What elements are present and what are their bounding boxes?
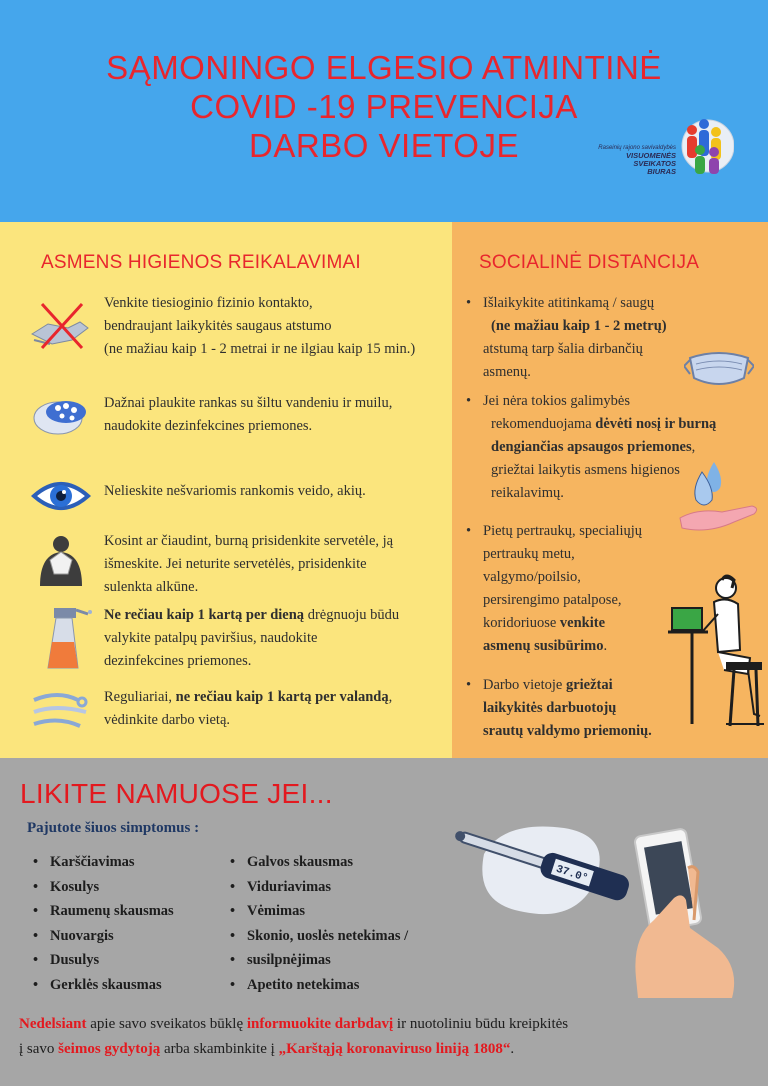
list-item: • Gerklės skausmas bbox=[33, 973, 174, 998]
bullet: • bbox=[466, 393, 472, 409]
cough-tissue-icon bbox=[28, 530, 94, 586]
text-line: išmeskite. Jei neturite servetėlės, prisidenkite bbox=[104, 556, 367, 572]
list-item: • Vėmimas bbox=[230, 899, 408, 924]
title-line-2: COVID -19 PREVENCIJA bbox=[190, 88, 578, 125]
emphasis-text: informuokite darbdavį bbox=[246, 1016, 394, 1032]
emphasis-text: „Karštąją koronaviruso liniją 1808“ bbox=[278, 1041, 511, 1057]
people-figures-icon bbox=[678, 114, 734, 178]
face-mask-icon bbox=[684, 348, 754, 388]
title-line-3: DARBO VIETOJE bbox=[249, 127, 519, 164]
list-item: • Karščiavimas bbox=[33, 850, 174, 875]
symptoms-label: Pajutote šiuos simptomus : bbox=[27, 820, 200, 836]
social-section-title: SOCIALINĖ DISTANCIJA bbox=[479, 252, 700, 273]
text-line bbox=[483, 720, 652, 743]
social-item-flows bbox=[466, 674, 686, 746]
hand-washing-icon bbox=[28, 388, 94, 444]
text-span: apie savo sveikatos būklę bbox=[86, 1016, 247, 1032]
text-span: rekomenduojama bbox=[491, 416, 596, 432]
hygiene-item-face-text bbox=[104, 480, 449, 503]
text-span: arba skambinkite į bbox=[160, 1041, 279, 1057]
bullet: • bbox=[466, 295, 472, 311]
stay-home-title: LIKITE NAMUOSE JEI... bbox=[20, 778, 333, 809]
emphasis-text: (ne mažiau kaip 1 - 2 metrų) bbox=[491, 318, 667, 334]
list-item: • Nuovargis bbox=[33, 924, 174, 949]
text-line bbox=[104, 604, 449, 627]
list-item-continuation: • susilpnėjimas bbox=[230, 948, 408, 973]
contact-instructions bbox=[19, 1012, 759, 1062]
text-span: koridoriuose bbox=[483, 615, 560, 631]
text-line: atstumą tarp šalia dirbančių bbox=[483, 341, 643, 357]
social-item-distance-text bbox=[483, 292, 667, 384]
emphasis-text: laikykitės darbuotojų bbox=[483, 700, 617, 716]
no-handshake-icon bbox=[28, 298, 94, 354]
text-span: drėgnuoju būdu bbox=[304, 607, 400, 623]
phone-hand-illustration bbox=[628, 828, 748, 998]
text-line: naudokite dezinfekcines priemones. bbox=[104, 418, 313, 434]
text-span: ir nuotoliniu būdu kreipkitės bbox=[393, 1016, 569, 1032]
text-line bbox=[483, 612, 642, 635]
hygiene-panel bbox=[0, 222, 452, 758]
text-span: Reguliariai, bbox=[104, 689, 176, 705]
organization-logo bbox=[584, 114, 734, 178]
emphasis-text: šeimos gydytoją bbox=[58, 1041, 161, 1057]
emphasis-text: Nedelsiant bbox=[19, 1016, 87, 1032]
text-line: Venkite tiesioginio fizinio kontakto, bbox=[104, 295, 313, 311]
text-line bbox=[19, 1037, 759, 1062]
text-span: . bbox=[510, 1041, 515, 1057]
text-line: valgymo/poilsio, bbox=[483, 569, 581, 585]
hygiene-section-title: ASMENS HIGIENOS REIKALAVIMAI bbox=[41, 252, 361, 273]
text-line bbox=[483, 635, 642, 658]
header-banner bbox=[0, 0, 768, 222]
text-line: dezinfekcines priemones. bbox=[104, 653, 252, 669]
stay-home-panel bbox=[0, 758, 768, 1086]
thermometer-reading: 37.0° bbox=[554, 863, 590, 886]
hygiene-item-ventilation-text bbox=[104, 686, 449, 732]
hygiene-item-contact-text bbox=[104, 292, 449, 361]
emphasis-text: srautų valdymo priemonių. bbox=[483, 723, 652, 739]
text-line: Nelieskite nešvariomis rankomis veido, akių. bbox=[104, 483, 366, 499]
hygiene-item-cleaning-text bbox=[104, 604, 449, 673]
logo-line-3: BIURAS bbox=[647, 167, 676, 176]
list-item: • Dusulys bbox=[33, 948, 174, 973]
text-line: Pietų pertraukų, specialiųjų bbox=[483, 523, 643, 539]
text-line: (ne mažiau kaip 1 - 2 metrai ir ne ilgiau kaip 15 min.) bbox=[104, 341, 416, 357]
text-line: asmenų. bbox=[483, 364, 531, 380]
symptoms-list-1 bbox=[33, 850, 174, 997]
text-line bbox=[483, 674, 652, 697]
social-item-flows-text bbox=[483, 674, 652, 743]
text-span: Darbo vietoje bbox=[483, 677, 566, 693]
text-line bbox=[483, 697, 652, 720]
logo-small-text: Raseinių rajono savivaldybės bbox=[598, 145, 676, 151]
text-line bbox=[19, 1012, 759, 1037]
hygiene-item-cough-text bbox=[104, 530, 449, 599]
title-line-1: SĄMONINGO ELGESIO ATMINTINĖ bbox=[106, 49, 662, 86]
list-item: • Apetito netekimas bbox=[230, 973, 408, 998]
text-line: valykite patalpų paviršius, naudokite bbox=[104, 630, 318, 646]
hygiene-item-handwash-text bbox=[104, 392, 449, 438]
list-item: • Skonio, uoslės netekimas / bbox=[230, 924, 408, 949]
eye-icon bbox=[28, 468, 94, 524]
logo-text bbox=[584, 144, 676, 176]
text-line bbox=[483, 315, 667, 338]
text-line: griežtai laikytis asmens higienos bbox=[491, 462, 680, 478]
emphasis-text: griežtai bbox=[565, 677, 613, 693]
text-span: , bbox=[388, 689, 393, 705]
text-span: , bbox=[691, 439, 696, 455]
thermometer-illustration bbox=[444, 814, 640, 924]
emphasis-text: ne rečiau kaip 1 kartą per valandą bbox=[175, 689, 389, 705]
social-item-gatherings bbox=[466, 520, 672, 660]
air-ventilation-icon bbox=[28, 684, 94, 740]
bullet: • bbox=[466, 523, 472, 539]
list-item: • Galvos skausmas bbox=[230, 850, 408, 875]
text-line: bendraujant laikykitės saugaus atstumo bbox=[104, 318, 332, 334]
social-distance-panel bbox=[452, 222, 768, 758]
text-span: į savo bbox=[19, 1041, 59, 1057]
text-line bbox=[483, 413, 716, 436]
emphasis-text: Ne rečiau kaip 1 kartą per dieną bbox=[104, 607, 305, 623]
list-item: • Viduriavimas bbox=[230, 875, 408, 900]
text-line: Dažnai plaukite rankas su šiltu vandeniu ir muilu, bbox=[104, 395, 393, 411]
symptoms-list-2 bbox=[230, 850, 408, 997]
text-line: Jei nėra tokios galimybės bbox=[483, 393, 630, 409]
text-line: vėdinkite darbo vietą. bbox=[104, 712, 231, 728]
emphasis-text: venkite bbox=[559, 615, 606, 631]
social-item-gatherings-text bbox=[483, 520, 642, 658]
emphasis-text: asmenų susibūrimo bbox=[483, 638, 604, 654]
list-item: • Kosulys bbox=[33, 875, 174, 900]
text-line: reikalavimų. bbox=[491, 485, 564, 501]
text-line bbox=[483, 436, 716, 459]
text-line bbox=[104, 686, 449, 709]
logo-line-2: SVEIKATOS bbox=[633, 159, 676, 168]
logo-line-1: VISUOMENĖS bbox=[625, 151, 676, 160]
list-item: • Raumenų skausmas bbox=[33, 899, 174, 924]
text-line: persirengimo patalpose, bbox=[483, 592, 622, 608]
emphasis-text: dėvėti nosį ir burną bbox=[595, 416, 717, 432]
bullet: • bbox=[466, 677, 472, 693]
text-line: sulenkta alkūne. bbox=[104, 579, 199, 595]
text-span: . bbox=[603, 638, 608, 654]
text-line: pertraukų metu, bbox=[483, 546, 575, 562]
text-line: Išlaikykite atitinkamą / saugų bbox=[483, 295, 655, 311]
emphasis-text: dengiančias apsaugos priemones bbox=[491, 439, 692, 455]
social-item-distance bbox=[466, 292, 686, 386]
spray-cleaner-icon bbox=[28, 608, 94, 670]
sanitizer-hand-icon bbox=[678, 458, 762, 536]
text-line: Kosint ar čiaudint, burną prisidenkite servetėle, ją bbox=[104, 533, 394, 549]
